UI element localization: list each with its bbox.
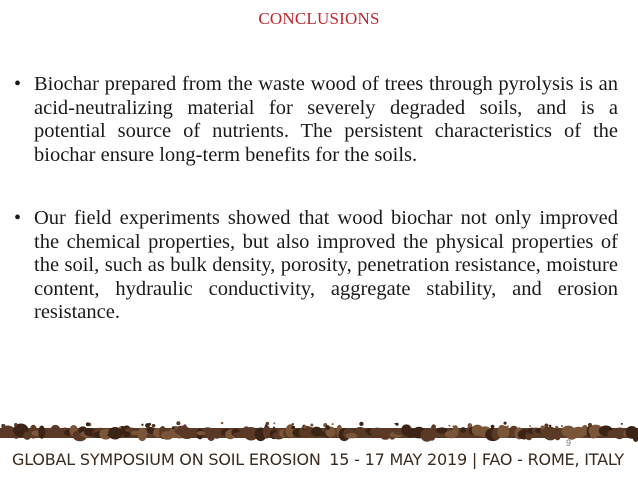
soil-clump (263, 425, 271, 438)
soil-crumb (529, 425, 531, 427)
soil-clump (213, 431, 221, 438)
soil-crumb (555, 426, 558, 429)
soil-crumb (605, 426, 607, 428)
soil-clump (355, 427, 366, 436)
soil-crumb (273, 427, 275, 429)
soil-crumb (544, 423, 548, 427)
soil-crumb (221, 422, 223, 424)
soil-clumps (0, 421, 638, 442)
soil-crumb (588, 423, 592, 427)
soil-crumb (396, 423, 399, 426)
soil-crumb (549, 425, 552, 428)
soil-crumb (561, 425, 563, 427)
soil-crumb (507, 426, 509, 428)
bullet-item (12, 207, 618, 325)
soil-crumb (172, 426, 175, 429)
soil-crumb (14, 423, 17, 426)
event-details: 15 - 17 MAY 2019 | FAO - ROME, ITALY (329, 450, 624, 469)
page-number: 9 (566, 438, 572, 448)
soil-clump (607, 430, 614, 437)
soil-crumb (291, 426, 295, 430)
soil-crumb (325, 425, 330, 430)
soil-crumb (119, 427, 121, 429)
soil-crumb (410, 427, 412, 429)
soil-crumb (152, 424, 156, 428)
bullet-item (12, 73, 618, 167)
soil-crumb (394, 423, 396, 425)
soil-crumb (145, 423, 150, 428)
event-name: GLOBAL SYMPOSIUM ON SOIL EROSION (12, 450, 321, 469)
soil-crumb (176, 421, 180, 425)
soil-crumb (491, 425, 495, 429)
bullet-text: Our field experiments showed that wood biochar not only improved the chemical properties, but also improved the physical properties of the soil, such as bulk density, porosity, penetration resistance, moisture content, hydraulic conductivity, aggregate stability, and erosion resistance. (34, 207, 618, 323)
soil-crumb (467, 423, 472, 428)
soil-crumb (292, 423, 294, 425)
soil-crumb (86, 422, 90, 426)
soil-crumb (183, 424, 186, 427)
soil-crumb (503, 422, 506, 425)
soil-crumb (621, 423, 623, 425)
soil-clump (500, 426, 509, 438)
soil-crumb (452, 425, 454, 427)
soil-texture-band (0, 420, 638, 442)
bullet-marker: • (14, 207, 22, 229)
bullet-marker: • (14, 73, 22, 95)
soil-clump (50, 425, 60, 436)
bullet-list (12, 73, 618, 325)
soil-crumb (141, 424, 143, 426)
soil-clump (460, 427, 466, 433)
soil-crumb (540, 425, 544, 429)
soil-crumb (273, 422, 275, 424)
slide-title: CONCLUSIONS (258, 9, 380, 28)
bullet-text: Biochar prepared from the waste wood of trees through pyrolysis is an acid-neutralizing material for severely degraded soils, and is a potential source of nutrients. The persistent characteristics of the biochar ensure long-term benefits for the soils. (34, 73, 618, 166)
soil-crumb (303, 425, 306, 428)
soil-crumb (431, 424, 436, 429)
soil-crumb (332, 423, 334, 425)
soil-crumb (1, 424, 5, 428)
soil-clump (38, 425, 45, 438)
soil-crumb (359, 422, 363, 426)
footer (0, 444, 638, 478)
soil-crumb (310, 423, 313, 426)
soil-crumb (448, 425, 450, 427)
soil-crumb (265, 425, 267, 427)
